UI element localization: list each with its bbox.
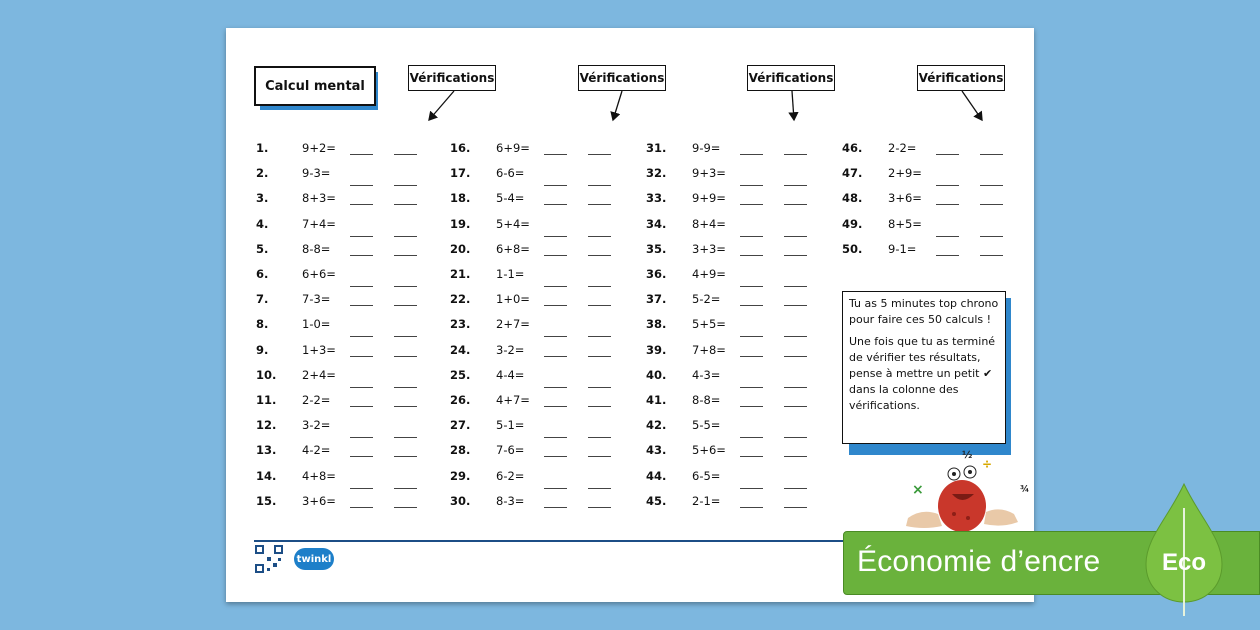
exercise-number: 30. xyxy=(450,493,471,508)
exercise-equation: 6+6= xyxy=(302,267,336,281)
exercise-row xyxy=(450,191,620,211)
exercise-number: 29. xyxy=(450,468,471,483)
check-blank[interactable] xyxy=(588,185,611,186)
exercise-row xyxy=(256,242,426,262)
exercise-equation: 8-8= xyxy=(692,393,721,407)
exercise-number: 13. xyxy=(256,443,277,458)
exercise-number: 36. xyxy=(646,267,667,281)
arrow-2 xyxy=(613,91,622,120)
exercise-equation: 3+6= xyxy=(888,191,922,206)
exercise-row xyxy=(646,418,816,438)
instructions-text xyxy=(842,291,1006,444)
instructions-line-2: dans la colonne des vérifications. xyxy=(849,383,959,412)
exercise-number: 2. xyxy=(256,166,269,181)
answer-blank[interactable] xyxy=(350,336,373,337)
exercise-row xyxy=(450,418,620,438)
exercise-number: 17. xyxy=(450,166,471,181)
exercise-equation: 9-1= xyxy=(888,241,917,256)
exercise-row xyxy=(646,469,816,489)
answer-blank[interactable] xyxy=(544,236,567,237)
exercise-equation: 5-5= xyxy=(692,418,721,433)
qr-code-icon xyxy=(254,544,284,574)
exercise-number: 48. xyxy=(842,191,863,206)
check-blank[interactable] xyxy=(588,387,611,388)
check-blank[interactable] xyxy=(784,255,807,256)
answer-blank[interactable] xyxy=(544,286,567,287)
exercise-row xyxy=(450,494,620,514)
answer-blank[interactable] xyxy=(350,204,373,205)
exercise-equation: 8+4= xyxy=(692,216,726,231)
exercise-equation: 6-6= xyxy=(496,166,525,181)
check-blank[interactable] xyxy=(784,406,807,407)
check-blank[interactable] xyxy=(784,154,807,155)
answer-blank[interactable] xyxy=(544,356,567,357)
exercise-row xyxy=(256,368,426,388)
check-blank[interactable] xyxy=(588,437,611,438)
answer-blank[interactable] xyxy=(350,356,373,357)
check-blank[interactable] xyxy=(980,154,1003,155)
exercise-equation: 3-2= xyxy=(302,418,331,433)
answer-blank[interactable] xyxy=(544,185,567,186)
answer-blank[interactable] xyxy=(544,154,567,155)
exercise-row xyxy=(842,141,1012,161)
check-blank[interactable] xyxy=(588,255,611,256)
exercise-equation: 6-2= xyxy=(496,468,525,483)
exercise-equation: 4-2= xyxy=(302,443,331,458)
exercise-equation: 6+9= xyxy=(496,141,530,155)
answer-blank[interactable] xyxy=(544,255,567,256)
exercise-equation: 5-1= xyxy=(496,418,525,433)
exercise-equation: 9-9= xyxy=(692,141,721,155)
answer-blank[interactable] xyxy=(350,456,373,457)
check-blank[interactable] xyxy=(394,336,417,337)
exercise-equation: 6+8= xyxy=(496,241,530,256)
exercise-equation: 5-4= xyxy=(496,191,525,206)
exercise-number: 18. xyxy=(450,191,471,206)
exercise-equation: 2+4= xyxy=(302,367,336,382)
answer-blank[interactable] xyxy=(350,437,373,438)
answer-blank[interactable] xyxy=(740,336,763,337)
exercise-equation: 4+8= xyxy=(302,468,336,483)
exercise-row xyxy=(646,368,816,388)
exercise-number: 42. xyxy=(646,418,667,433)
exercise-number: 22. xyxy=(450,292,471,307)
check-blank[interactable] xyxy=(394,437,417,438)
exercise-number: 26. xyxy=(450,393,471,407)
answer-blank[interactable] xyxy=(740,437,763,438)
answer-blank[interactable] xyxy=(740,305,763,306)
exercise-equation: 4+9= xyxy=(692,267,726,281)
check-blank[interactable] xyxy=(394,507,417,508)
check-blank[interactable] xyxy=(394,305,417,306)
check-mark-icon: ✔ xyxy=(982,367,993,380)
check-blank[interactable] xyxy=(784,356,807,357)
exercise-row xyxy=(256,443,426,463)
check-header-2: Vérifications xyxy=(578,65,666,91)
exercise-number: 14. xyxy=(256,468,277,483)
exercise-number: 41. xyxy=(646,393,667,407)
exercise-number: 12. xyxy=(256,418,277,433)
exercise-number: 50. xyxy=(842,241,863,256)
exercise-row xyxy=(256,393,426,413)
check-blank[interactable] xyxy=(784,305,807,306)
exercise-number: 21. xyxy=(450,267,471,281)
answer-blank[interactable] xyxy=(544,406,567,407)
answer-blank[interactable] xyxy=(544,204,567,205)
exercise-equation: 6-5= xyxy=(692,468,721,483)
exercise-row xyxy=(256,317,426,337)
exercise-equation: 2-2= xyxy=(888,141,917,155)
exercise-equation: 8-3= xyxy=(496,493,525,508)
answer-blank[interactable] xyxy=(544,437,567,438)
answer-blank[interactable] xyxy=(740,204,763,205)
answer-blank[interactable] xyxy=(544,305,567,306)
exercise-row xyxy=(450,469,620,489)
exercise-row xyxy=(256,217,426,237)
exercise-row xyxy=(450,317,620,337)
exercise-row xyxy=(646,393,816,413)
exercise-row xyxy=(646,141,816,161)
exercise-number: 38. xyxy=(646,317,667,332)
exercise-number: 35. xyxy=(646,241,667,256)
exercise-equation: 3+3= xyxy=(692,241,726,256)
exercise-number: 45. xyxy=(646,493,667,508)
exercise-number: 11. xyxy=(256,393,277,407)
exercise-row xyxy=(256,292,426,312)
exercise-equation: 1+0= xyxy=(496,292,530,307)
exercise-equation: 4-4= xyxy=(496,367,525,382)
exercise-number: 4. xyxy=(256,216,269,231)
exercise-number: 33. xyxy=(646,191,667,206)
answer-blank[interactable] xyxy=(350,488,373,489)
exercise-row xyxy=(646,191,816,211)
answer-blank[interactable] xyxy=(740,356,763,357)
exercise-row xyxy=(256,141,426,161)
exercise-equation: 4-3= xyxy=(692,367,721,382)
half-symbol: ½ xyxy=(962,450,973,461)
exercise-number: 49. xyxy=(842,216,863,231)
check-blank[interactable] xyxy=(980,185,1003,186)
answer-blank[interactable] xyxy=(544,488,567,489)
exercise-row xyxy=(842,166,1012,186)
exercise-row xyxy=(646,494,816,514)
check-blank[interactable] xyxy=(980,204,1003,205)
exercise-number: 7. xyxy=(256,292,269,307)
exercise-row xyxy=(646,217,816,237)
exercise-row xyxy=(842,217,1012,237)
quarter-symbol: ¾ xyxy=(1020,485,1030,495)
exercise-number: 6. xyxy=(256,267,269,281)
exercise-number: 23. xyxy=(450,317,471,332)
exercise-row xyxy=(450,217,620,237)
check-blank[interactable] xyxy=(394,286,417,287)
check-blank[interactable] xyxy=(784,507,807,508)
answer-blank[interactable] xyxy=(936,255,959,256)
check-blank[interactable] xyxy=(588,286,611,287)
exercise-number: 34. xyxy=(646,216,667,231)
exercise-equation: 5-2= xyxy=(692,292,721,307)
exercise-row xyxy=(646,443,816,463)
instructions-paragraph-2 xyxy=(849,334,999,414)
check-blank[interactable] xyxy=(784,204,807,205)
check-header-3: Vérifications xyxy=(747,65,835,91)
check-blank[interactable] xyxy=(588,336,611,337)
exercise-row xyxy=(256,166,426,186)
check-blank[interactable] xyxy=(588,406,611,407)
check-blank[interactable] xyxy=(394,406,417,407)
exercise-row xyxy=(256,191,426,211)
check-blank[interactable] xyxy=(394,154,417,155)
check-blank[interactable] xyxy=(588,154,611,155)
answer-blank[interactable] xyxy=(544,507,567,508)
exercise-row xyxy=(646,242,816,262)
check-blank[interactable] xyxy=(784,456,807,457)
answer-blank[interactable] xyxy=(350,387,373,388)
check-blank[interactable] xyxy=(588,456,611,457)
check-blank[interactable] xyxy=(394,488,417,489)
exercise-number: 31. xyxy=(646,141,667,155)
exercise-equation: 7-3= xyxy=(302,292,331,307)
exercise-row xyxy=(450,368,620,388)
exercise-number: 39. xyxy=(646,342,667,357)
exercise-number: 10. xyxy=(256,367,277,382)
exercise-equation: 8+3= xyxy=(302,191,336,206)
exercise-equation: 5+5= xyxy=(692,317,726,332)
exercise-equation: 5+6= xyxy=(692,443,726,458)
answer-blank[interactable] xyxy=(936,185,959,186)
exercise-equation: 3-2= xyxy=(496,342,525,357)
answer-blank[interactable] xyxy=(740,507,763,508)
check-blank[interactable] xyxy=(784,387,807,388)
exercise-row xyxy=(450,443,620,463)
check-header-1: Vérifications xyxy=(408,65,496,91)
exercise-equation: 4+7= xyxy=(496,393,530,407)
check-blank[interactable] xyxy=(394,356,417,357)
answer-blank[interactable] xyxy=(350,255,373,256)
answer-blank[interactable] xyxy=(740,488,763,489)
check-blank[interactable] xyxy=(588,356,611,357)
answer-blank[interactable] xyxy=(740,406,763,407)
instructions-card xyxy=(842,291,1012,456)
eco-banner-text: Économie d’encre xyxy=(857,545,1101,578)
exercise-equation: 2-1= xyxy=(692,493,721,508)
check-blank[interactable] xyxy=(784,336,807,337)
exercise-number: 3. xyxy=(256,191,269,206)
check-blank[interactable] xyxy=(588,305,611,306)
exercise-number: 28. xyxy=(450,443,471,458)
exercise-number: 20. xyxy=(450,241,471,256)
exercise-number: 43. xyxy=(646,443,667,458)
answer-blank[interactable] xyxy=(740,456,763,457)
exercise-row xyxy=(646,166,816,186)
exercise-number: 47. xyxy=(842,166,863,181)
check-blank[interactable] xyxy=(588,507,611,508)
exercise-equation: 5+4= xyxy=(496,216,530,231)
exercise-row xyxy=(450,242,620,262)
exercise-equation: 3+6= xyxy=(302,493,336,508)
exercise-number: 9. xyxy=(256,342,269,357)
check-blank[interactable] xyxy=(588,204,611,205)
check-header-4: Vérifications xyxy=(917,65,1005,91)
check-blank[interactable] xyxy=(784,286,807,287)
instructions-paragraph-1: Tu as 5 minutes top chrono pour faire ces 50 calculs ! xyxy=(849,297,999,326)
answer-blank[interactable] xyxy=(350,185,373,186)
exercise-number: 16. xyxy=(450,141,471,155)
exercise-row xyxy=(450,166,620,186)
check-blank[interactable] xyxy=(784,185,807,186)
exercise-row xyxy=(256,469,426,489)
answer-blank[interactable] xyxy=(740,154,763,155)
exercise-number: 46. xyxy=(842,141,863,155)
exercise-row xyxy=(256,267,426,287)
exercise-number: 19. xyxy=(450,216,471,231)
answer-blank[interactable] xyxy=(740,387,763,388)
check-blank[interactable] xyxy=(784,236,807,237)
exercise-row xyxy=(450,141,620,161)
exercise-row xyxy=(256,494,426,514)
exercise-number: 44. xyxy=(646,468,667,483)
exercise-equation: 2+9= xyxy=(888,166,922,181)
check-blank[interactable] xyxy=(394,387,417,388)
answer-blank[interactable] xyxy=(936,204,959,205)
exercise-equation: 1+3= xyxy=(302,342,336,357)
arrow-1 xyxy=(429,91,454,120)
answer-blank[interactable] xyxy=(350,305,373,306)
answer-blank[interactable] xyxy=(544,387,567,388)
exercise-row xyxy=(450,292,620,312)
monster-mascot-icon xyxy=(898,446,1030,530)
divide-symbol: ÷ xyxy=(982,457,993,471)
exercise-row xyxy=(646,317,816,337)
exercise-number: 37. xyxy=(646,292,667,307)
answer-blank[interactable] xyxy=(936,154,959,155)
exercise-equation: 1-1= xyxy=(496,267,525,281)
answer-blank[interactable] xyxy=(350,286,373,287)
exercise-number: 24. xyxy=(450,342,471,357)
exercise-equation: 9-3= xyxy=(302,166,331,181)
exercise-equation: 7-6= xyxy=(496,443,525,458)
exercise-number: 1. xyxy=(256,141,269,155)
answer-blank[interactable] xyxy=(740,286,763,287)
check-blank[interactable] xyxy=(394,204,417,205)
check-blank[interactable] xyxy=(394,255,417,256)
exercise-row xyxy=(842,191,1012,211)
exercise-row xyxy=(450,393,620,413)
exercise-equation: 8-8= xyxy=(302,241,331,256)
exercise-row xyxy=(646,343,816,363)
check-blank[interactable] xyxy=(784,437,807,438)
exercise-equation: 2-2= xyxy=(302,393,331,407)
check-blank[interactable] xyxy=(588,236,611,237)
exercise-equation: 9+9= xyxy=(692,191,726,206)
exercise-row xyxy=(450,267,620,287)
multiply-symbol: × xyxy=(912,482,924,498)
exercise-number: 32. xyxy=(646,166,667,181)
exercise-row xyxy=(646,292,816,312)
answer-blank[interactable] xyxy=(740,255,763,256)
page-title: Calcul mental xyxy=(254,66,376,106)
answer-blank[interactable] xyxy=(350,154,373,155)
exercise-equation: 2+7= xyxy=(496,317,530,332)
exercise-number: 25. xyxy=(450,367,471,382)
exercise-row xyxy=(842,242,1012,262)
exercise-row xyxy=(256,418,426,438)
exercise-equation: 9+2= xyxy=(302,141,336,155)
exercise-equation: 9+3= xyxy=(692,166,726,181)
check-blank[interactable] xyxy=(394,456,417,457)
arrow-4 xyxy=(962,91,982,120)
exercise-row xyxy=(646,267,816,287)
exercise-number: 27. xyxy=(450,418,471,433)
answer-blank[interactable] xyxy=(740,236,763,237)
check-blank[interactable] xyxy=(980,255,1003,256)
exercise-equation: 1-0= xyxy=(302,317,331,332)
answer-blank[interactable] xyxy=(544,456,567,457)
check-blank[interactable] xyxy=(588,488,611,489)
exercise-number: 8. xyxy=(256,317,269,332)
answer-blank[interactable] xyxy=(740,185,763,186)
arrow-3 xyxy=(792,91,794,120)
title-card xyxy=(254,66,376,109)
instructions-line-1: Une fois que tu as terminé de vérifier tes résultats, pense à mettre un petit xyxy=(849,335,996,380)
check-blank[interactable] xyxy=(980,236,1003,237)
check-blank[interactable] xyxy=(394,236,417,237)
exercise-row xyxy=(256,343,426,363)
exercise-number: 5. xyxy=(256,241,269,256)
check-blank[interactable] xyxy=(394,185,417,186)
worksheet-page xyxy=(226,28,1034,602)
exercise-number: 15. xyxy=(256,493,277,508)
eco-badge-label: Eco xyxy=(1161,549,1206,576)
exercise-equation: 7+4= xyxy=(302,216,336,231)
answer-blank[interactable] xyxy=(350,236,373,237)
check-blank[interactable] xyxy=(784,488,807,489)
exercise-row xyxy=(450,343,620,363)
exercise-number: 40. xyxy=(646,367,667,382)
exercise-equation: 8+5= xyxy=(888,216,922,231)
answer-blank[interactable] xyxy=(350,507,373,508)
answer-blank[interactable] xyxy=(936,236,959,237)
exercise-equation: 7+8= xyxy=(692,342,726,357)
answer-blank[interactable] xyxy=(350,406,373,407)
answer-blank[interactable] xyxy=(544,336,567,337)
twinkl-logo: twinkl xyxy=(294,548,334,570)
